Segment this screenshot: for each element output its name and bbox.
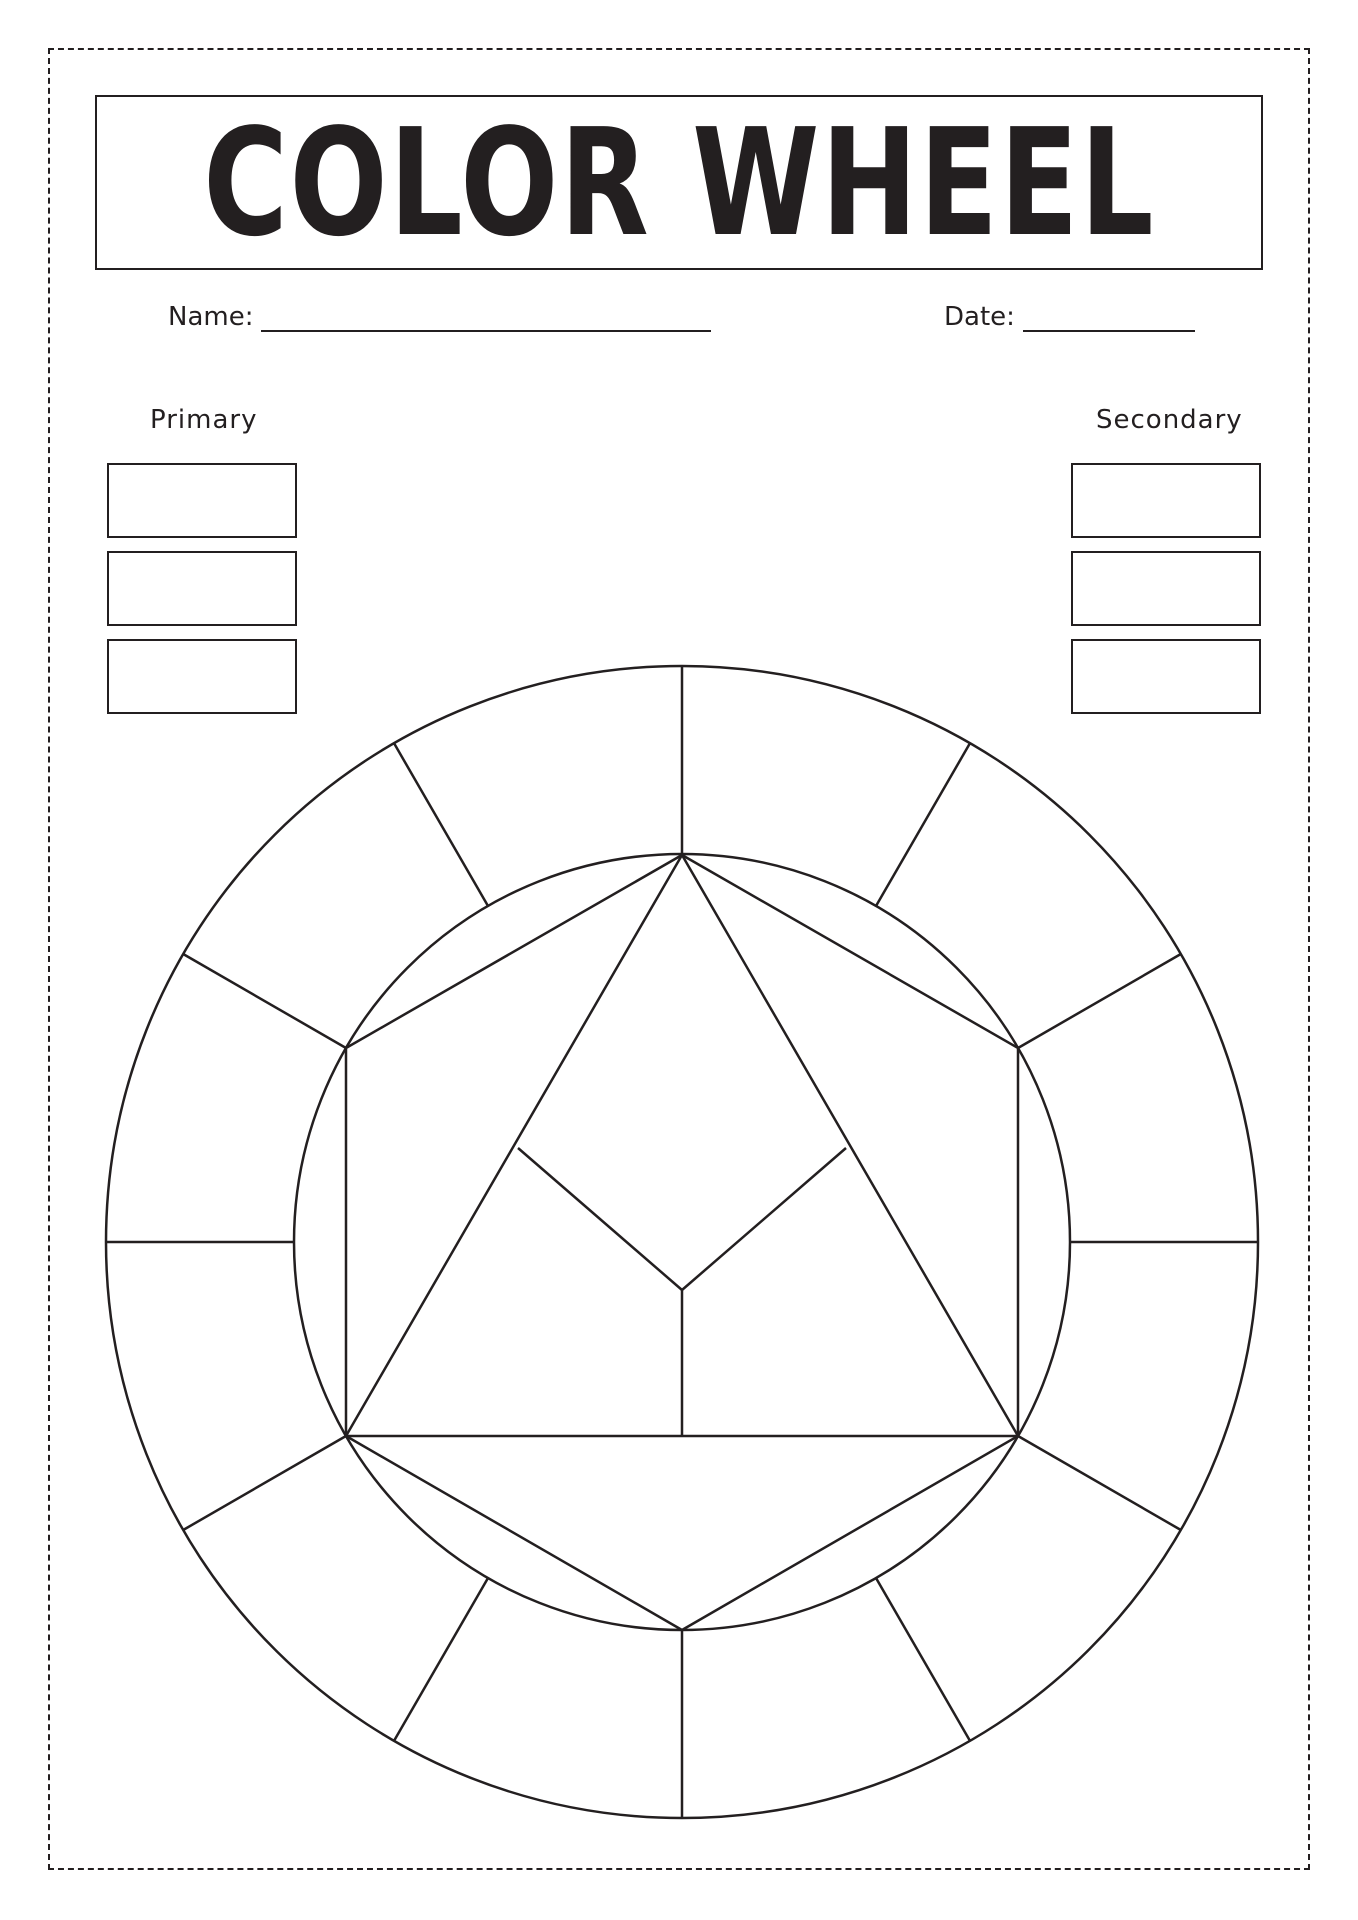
ring-spoke bbox=[876, 743, 970, 906]
inner-ring-circle bbox=[294, 854, 1070, 1630]
triangle-divider-left bbox=[518, 1148, 682, 1290]
date-label: Date: bbox=[944, 302, 1015, 332]
ring-spoke bbox=[183, 954, 346, 1048]
ring-spoke bbox=[394, 743, 488, 906]
page-title: COLOR WHEEL bbox=[203, 96, 1155, 269]
name-label: Name: bbox=[168, 302, 254, 332]
ring-spokes bbox=[106, 666, 1258, 1818]
ring-spoke bbox=[1018, 1436, 1181, 1530]
ring-spoke bbox=[183, 1436, 346, 1530]
primary-label: Primary bbox=[150, 405, 258, 435]
triangle-divider-right bbox=[682, 1148, 846, 1290]
inner-hexagon bbox=[346, 855, 1018, 1630]
ring-spoke bbox=[1018, 954, 1181, 1048]
ring-spoke bbox=[394, 1578, 488, 1741]
ring-spoke bbox=[876, 1578, 970, 1741]
secondary-label: Secondary bbox=[1096, 405, 1243, 435]
